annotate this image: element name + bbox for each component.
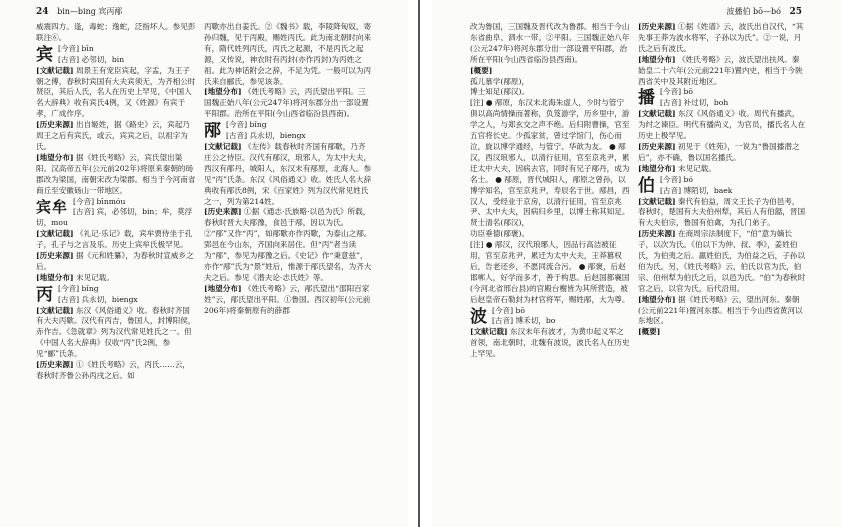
entry-text: ①据《姓谱》云，波氏出自汉代，“其先事王莽为波水将军，子孙以为氏”。②一说，月氏之后有波氏。 — [638, 22, 804, 53]
section-label: [历史来源] — [638, 229, 676, 239]
section-label: [历史来源] — [36, 120, 74, 130]
section-label: [历史来源] — [204, 207, 242, 217]
entry-paragraph — [36, 273, 196, 284]
section-label: [文献记载] — [470, 327, 508, 337]
entry-text: 东汉《风俗通义》收。周代有播武，为纣之谏臣。明代有播尚义，为官员，播氏名人在历史上极罕见。 — [638, 109, 806, 141]
entry-paragraph — [638, 87, 806, 98]
entry-text: 《姓氏考略》云，波氏望出扶风。秦始皇二十六年(公元前221年)置内史，相当于今陕西省关中及其附近地区。 — [638, 54, 803, 86]
entry-text: 东汉《风俗通义》收。春秋时齐国有大夫丙歜。汉代有丙吉，鲁国人，封博阳侯，赤作吉。《急就章》列为汉代常见姓氏之一。但《中国人名大辞典》仅收“丙”氏2例，参见“郦”氏条。 — [36, 305, 196, 359]
left-page-number: 24 — [36, 7, 49, 17]
section-label: [文献记载] — [36, 305, 74, 315]
entry-headword: 伯 — [638, 175, 655, 196]
entry-text: 《姓氏考略》云，丙氏望出平阳。三国魏正始八年(公元247年)将河东郡分出一部设置平阳郡。治所在平阳(今山西省临汾县西南)。 — [204, 87, 369, 119]
entry-paragraph — [470, 98, 630, 218]
entry-paragraph — [638, 55, 806, 88]
entry-paragraph — [638, 197, 806, 230]
entry-paragraph — [638, 186, 806, 197]
entry-paragraph — [36, 306, 196, 361]
entry-text: 据《姓氏考略》云，望出河东。秦朝(公元前221年)置河东郡。相当于今山西省黄河以东地区。 — [638, 294, 803, 326]
entry-text: [古音] 博禾切，bo — [492, 316, 556, 326]
entry-paragraph — [204, 284, 372, 317]
left-running-head — [36, 6, 122, 17]
left-column-1 — [36, 22, 196, 382]
section-label: [文献记载] — [36, 65, 74, 75]
entry-text: [古音] 博陌切，baek — [660, 185, 733, 195]
section-label: [文献记载] — [36, 229, 74, 239]
entry-text: 贤士清名(邴汉)， — [470, 218, 530, 228]
entry-headword: 播 — [638, 88, 655, 109]
entry-paragraph — [204, 207, 372, 283]
entry-paragraph — [36, 44, 196, 55]
entry-text: [古音] 补过切，boh — [660, 98, 729, 108]
entry-paragraph — [638, 98, 806, 109]
entry-text: 《礼记·乐记》载，宾牟贾侍坐于孔子，孔子与之言及乐。历史上宾牟氏极罕见。 — [36, 229, 193, 250]
entry-paragraph — [36, 66, 196, 121]
left-column-2 — [204, 22, 372, 316]
section-label: [文献记载] — [204, 141, 242, 151]
entry-paragraph — [470, 229, 630, 240]
entry-paragraph — [36, 22, 196, 44]
entry-paragraph — [638, 142, 806, 164]
entry-paragraph — [36, 120, 196, 153]
entry-paragraph — [470, 327, 630, 360]
entry-text: 秦代有伯益，周文王长子为伯邑考，春秋时，楚国有大夫伯州犁，其后人有伯嚭，晋国有大夫伯宗，鲁国有伯禽，为孔门弟子。 — [638, 196, 806, 228]
entry-paragraph — [204, 22, 372, 87]
section-label: [地望分布] — [638, 163, 676, 173]
entry-paragraph — [204, 131, 372, 142]
section-label: [文献记载] — [638, 109, 676, 119]
entry-headword: 邴 — [204, 121, 221, 142]
section-label: [地望分布] — [204, 283, 242, 293]
entry-text: 《姓氏考略》云，邴氏望出“邵阳百家姓”云，邴氏望出平阳。①鲁国。西汉初年(公元前206年)将秦朝原有的薛郡 — [204, 283, 371, 315]
right-column-1 — [470, 22, 630, 360]
entry-text: [注] ● 邴原，东汉末北海朱虚人，少时与管宁俱以高尚情操而著称，负笈游学，历乡里中，游学之人，与郑玄交之声不绝。后归附曹操，官至五官将长史。少孤家贫，曾过学馆门，伤心而泣，旋以博学通经，与管宁、华歆为友。 ● 邴汉，西汉琅邪人，以清行征用，官至京兆尹，累迁太中大夫，因病去官，同时有兄子邴丹，成为名士。 ● 邴原，晋代城阳人，邴原之曾孙，以博学知名，官至京兆尹，寿辰名于世。邴昌，西汉人，受经业于京房，以清行征用，官至京兆尹、太中大夫，因病归乡里，以博士称其知足。 — [470, 98, 630, 217]
entry-paragraph — [36, 229, 196, 251]
entry-text: [今音] bǐng — [226, 120, 267, 130]
entry-headword: 宾 — [36, 44, 53, 65]
entry-paragraph — [638, 164, 806, 175]
entry-text: [古音] 兵永切，biengx — [58, 294, 138, 304]
entry-paragraph — [470, 77, 630, 88]
entry-paragraph — [204, 87, 372, 120]
entry-paragraph — [470, 306, 630, 317]
right-head-text: 波播伯 bō—bó — [726, 7, 781, 16]
entry-text: [今音] bō — [492, 305, 525, 315]
entry-headword: 宾牟 — [36, 197, 69, 216]
entry-text: [今音] bǐng — [58, 283, 99, 293]
entry-paragraph — [36, 55, 196, 66]
left-head-text: bin—bing 宾丙邴 — [57, 7, 123, 16]
entry-paragraph — [638, 295, 806, 328]
section-label: [文献记载] — [638, 196, 676, 206]
section-label: [历史来源] — [36, 360, 74, 370]
entry-text: 出自姬姓，据《路史》云，宾起乃周王之后有宾氏，或云，宾宾之后，以祖字为氏。 — [36, 120, 190, 151]
entry-paragraph — [470, 66, 630, 77]
section-label: [历史来源] — [638, 141, 676, 151]
entry-text: ①《姓氏考略》云，丙氏……云，春秋时齐鲁公孙丙戌之后。如 — [36, 360, 190, 380]
entry-text: 博士知足(邴汉)。 — [470, 87, 530, 97]
entry-text: 未见记载。 — [675, 163, 716, 173]
entry-text: ①据《通志·氏族略·以邑为氏》所载，春秋时晋大夫邴豫，食邑于邴，因以为氏。②“邴”又作“丙”，如邴歜亦作丙歜，为泰山之邴。郢邑在今山东，齐国向来居住。但“丙”者当读为“邴”，参见为邴豫之后。《史记》作“秉意兹”，亦作“邴”氏为“景”姓后，惟源于邴氏望名，为齐大夫之后。参见《潜夫论·志氏姓》等。 — [204, 207, 372, 282]
entry-paragraph — [470, 316, 630, 327]
section-label: [概要] — [470, 65, 493, 75]
entry-paragraph — [638, 109, 806, 142]
entry-paragraph — [204, 142, 372, 207]
entry-text: 改为鲁国，三国魏及晋代改为鲁郡。相当于今山东省曲阜、泗水一带。②平阳。三国魏正始八年(公元247年)将河东郡分出一部设置平阳郡，治所在平阳(今山西省临汾县西南)。 — [470, 22, 630, 64]
right-page — [432, 0, 842, 527]
entry-paragraph — [638, 175, 806, 186]
entry-paragraph — [36, 153, 196, 197]
section-label: [历史来源] — [36, 251, 74, 261]
entry-text: 周景王有宠臣宾起，字盂，为王子朝之傅，春秋时宾国有大夫宾须无，为齐相公时贤臣，其后人氏，名人在历史上罕见，《中国人名大辞典》收有宾氏4例，又《姓源》有宾于孝，广成作序。 — [36, 65, 196, 119]
right-running-head — [727, 6, 803, 17]
entry-paragraph — [638, 22, 806, 55]
entry-text: 在商周宗法制度下，“伯”意为嫡长子，以次为氏。《伯以下为仲、叔、季》，姜姓伯氏，为伯夷之后。嬴姓伯氏，为伯益之后，子孙以伯为氏。另，《姓氏考略》云，伯氏以官为氏，伯宗、伯州犁为伯氏之后，以邑为氏。“伯”为春秋时官之后，以官为氏，后代沿用。 — [638, 229, 806, 293]
entry-paragraph — [470, 22, 630, 66]
section-label: [地望分布] — [638, 294, 676, 304]
entry-paragraph — [470, 87, 630, 98]
entry-text: 功臣垂德(邴褒)。 — [470, 229, 530, 239]
section-label: [地望分布] — [638, 54, 676, 64]
entry-text: [今音] bō — [660, 87, 693, 97]
entry-headword: 波 — [470, 306, 487, 327]
entry-paragraph — [470, 218, 630, 229]
entry-text: [今音] bīn — [58, 43, 94, 53]
entry-paragraph — [36, 251, 196, 273]
right-page-number: 25 — [789, 7, 802, 17]
entry-paragraph — [638, 229, 806, 294]
entry-paragraph — [638, 327, 806, 338]
entry-paragraph — [36, 295, 196, 306]
entry-text: 未见记载。 — [73, 272, 114, 282]
entry-paragraph — [204, 120, 372, 131]
section-label: [地望分布] — [36, 152, 74, 162]
right-column-2 — [638, 22, 806, 338]
entry-paragraph — [36, 284, 196, 295]
entry-text: [今音] bó — [660, 174, 693, 184]
entry-text: [今音] bīnmóu — [73, 196, 126, 206]
book-gutter — [408, 0, 432, 527]
left-page — [0, 0, 408, 527]
section-label: [概要] — [638, 327, 661, 337]
entry-headword: 丙 — [36, 284, 53, 305]
entry-text: 据《元和姓纂》，为春秋时宣威乡之后。 — [36, 251, 194, 271]
section-label: [历史来源] — [638, 22, 676, 31]
entry-text: [注] ● 邴汉，汉代琅琊人，因品行高洁被征用，官至京兆尹，累迁为太中大夫，王莽篡权后，告老还乡，不愿同流合污。 ● 邴褒，后赵邯郸人，好学而多才，善于构思。后赵国都襄国(今河北省邢台县)的宫殿台榭皆为其所营造，被后赵皇帝石勒封为材官将军，赐姓邴，大为尊。 — [470, 240, 630, 304]
entry-text: 丙歜亦出自姜氏。②《魏书》载，李陵降匈奴，寄孙归魏，见于丙殿，赐姓丙氏。此为南北朝时向来有，隋代姓列丙氏，丙氏之起源，不是丙氏之起源，又传说，神农时有丙封(亦作丙封)为丙姓之祖。此为神话附会之辞，不足为凭。一般可以为丙氏来自郦氏，参见该条。 — [204, 22, 372, 86]
entry-text: 据《姓氏考略》云，宾氏望出渠阳。汉高帝五年(公元前202年)将原来秦朝的砀郡改为梁国，南朝宋改为梁郡。相当于今河南省商丘至安徽砀山一带地区。 — [36, 152, 196, 195]
entry-text: [古音] 必邻切，bin — [58, 54, 125, 64]
section-label: [地望分布] — [204, 87, 242, 97]
entry-text: [古音] 兵永切，biengx — [226, 131, 306, 141]
entry-paragraph — [470, 240, 630, 305]
section-label: [地望分布] — [36, 272, 74, 282]
entry-text: 孤儿慕学(邴原)， — [470, 76, 530, 86]
entry-text: 东汉末年有波才，为黄巾起义军之首领，南北朝时，北魏有波说，波氏名人在历史上罕见。 — [470, 327, 630, 359]
entry-text: 威震四方。逢，毒蛇；逸蛇，泛指坏人。参见彭联注⑥。 — [36, 22, 196, 42]
entry-text: [古音] 宾，必邻切，bin；牟，莫浮切，mou — [36, 207, 193, 228]
entry-text: 初见于《姓苑》，一说为“鲁国播潜之后”，亦不确，鲁以国名播氏。 — [638, 141, 800, 162]
entry-paragraph — [36, 360, 196, 382]
gutter-divider — [418, 0, 420, 527]
entry-text: 《左传》载春秋时齐国有邴歜，乃齐庄公之侍臣。汉代有邴汉，琅邪人，为太中大夫，西汉有邴丹，城阳人，东汉末有邴原，北海人。参见“丙”氏条。东汉《风俗通义》收。姓氏人名大辞典收有邴氏8例，宋《百家姓》列为汉代常见姓氏之一，列为第214姓。 — [204, 141, 372, 206]
